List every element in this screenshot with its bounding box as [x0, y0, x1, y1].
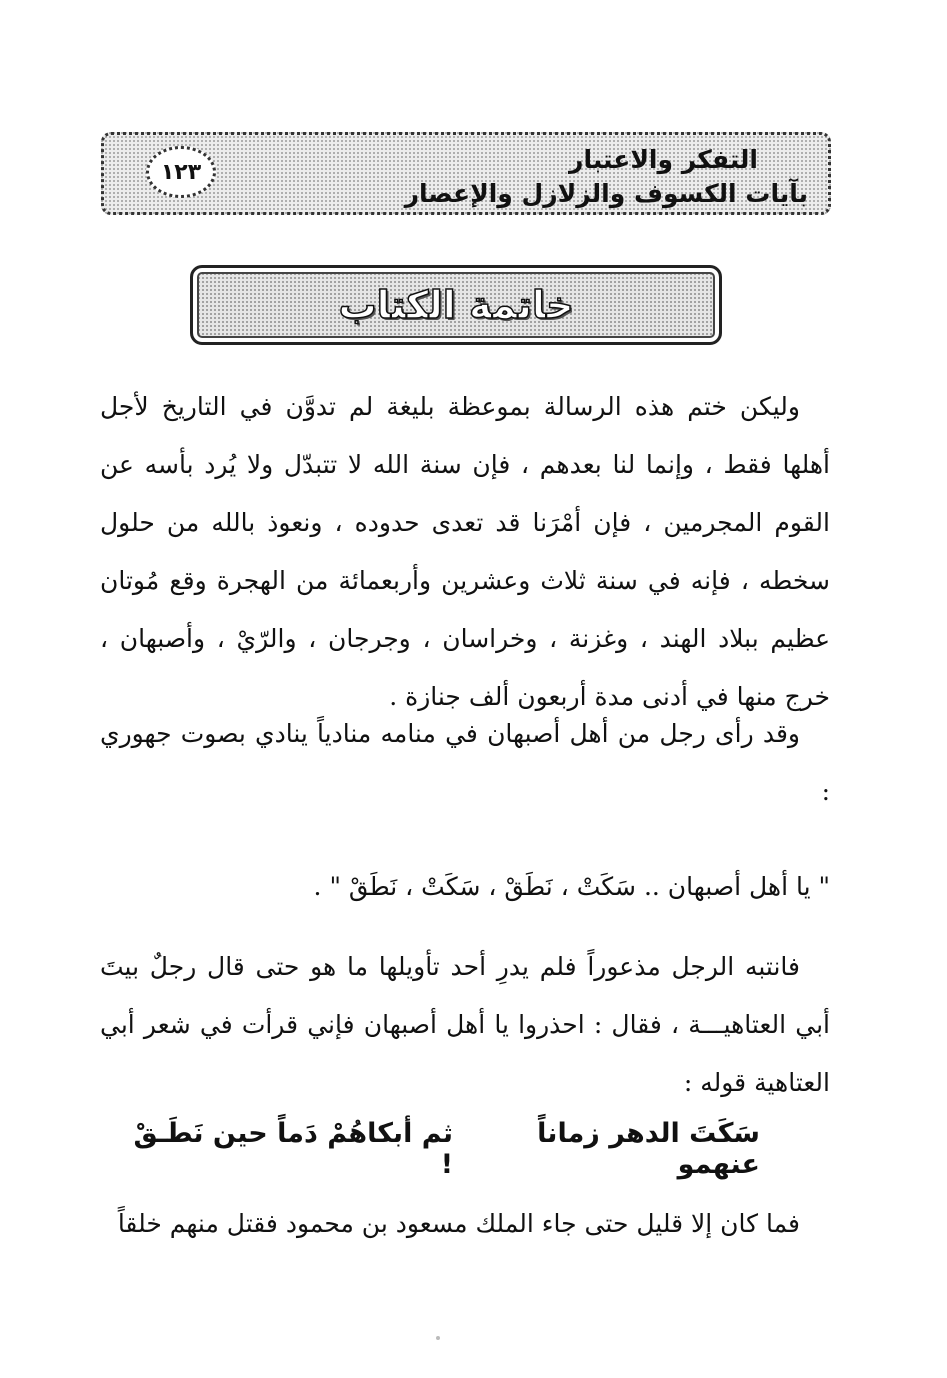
page-number: ١٢٣ [146, 146, 216, 198]
chapter-heading-box [190, 265, 722, 345]
poem-verse [120, 1118, 760, 1180]
chapter-title: خاتمة الكتاب [338, 283, 574, 327]
paragraph-4: فما كان إلا قليل حتى جاء الملك مسعود بن محمود فقتل منهم خلقاً [117, 1209, 800, 1238]
book-subtitle: بآيات الكسوف والزلازل والإعصار [404, 179, 808, 208]
paragraph-3: فانتبه الرجل مذعوراً فلم يدرِ أحد تأويلها ما هو حتى قال رجلٌ بيتَ أبي العتاهيـــة ، فقال : احذروا يا أهل أصبهان فإني قرأت في شعر أبي العتاهية قوله : [100, 952, 830, 1097]
verse-first-hemistich: سَكَتَ الدهر زماناً عنهمو [537, 1118, 760, 1180]
running-header [101, 132, 831, 215]
book-title: التفكر والاعتبار [569, 145, 758, 174]
verse-second-hemistich: ثم أبكاهُمْ دَماً حين نَطَـقْ ! [133, 1118, 454, 1180]
paragraph-1: وليكن ختم هذه الرسالة بموعظة بليغة لم تدوَّن في التاريخ لأجل أهلها فقط ، وإنما لنا بعدهم ، فإن سنة الله لا تتبدّل ولا يُرد بأسه عن القوم المجرمين ، فإن أمْرَنا قد تعدى حدوده ، ونعوذ بالله من حلول سخطه ، فإنه في سنة ثلاث وعشرين وأربعمائة من الهجرة وقع مُوتان عظيم ببلاد الهند ، وغزنة ، وخراسان ، وجرجان ، والرّيْ ، وأصبهان ، خرج منها في أدنى مدة أربعون ألف جنازة . [100, 392, 830, 711]
page-dot-mark [436, 1336, 440, 1340]
paragraph-2: وقد رأى رجل من أهل أصبهان في منامه منادياً ينادي بصوت جهوري : [100, 719, 830, 806]
quoted-call: " يا أهل أصبهان .. سَكَتْ ، نَطَقْ ، سَكَتْ ، نَطَقْ " . [313, 872, 830, 901]
